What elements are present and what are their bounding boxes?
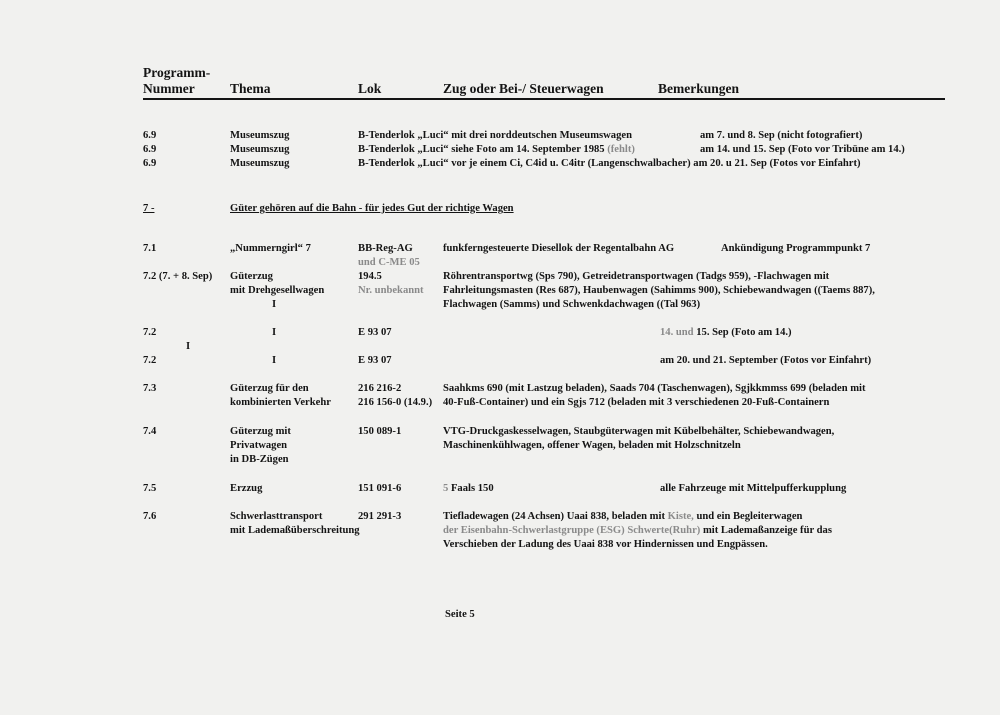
- page-number: Seite 5: [445, 609, 475, 620]
- row-zug: Saahkms 690 (mit Lastzug beladen), Saads 704 (Taschenwagen), Sgjkkmmss 699 (beladen mit: [443, 383, 866, 394]
- row-zug: Röhrentransportwg (Sps 790), Getreidetransportwagen (Tadgs 959), -Flachwagen mit: [443, 271, 830, 282]
- row-note: am 14. und 15. Sep (Foto vor Tribüne am 14.): [700, 144, 905, 155]
- row-note-gray: 14. und: [660, 327, 694, 338]
- row-number: 7.6: [143, 511, 157, 522]
- section-7-number: 7 -: [143, 203, 155, 214]
- row-lok: 194.5: [358, 271, 382, 282]
- row-number: 7.4: [143, 426, 157, 437]
- row-note: am 7. und 8. Sep (nicht fotografiert): [700, 130, 863, 141]
- row-zug: [443, 482, 494, 495]
- row-note: [660, 326, 792, 339]
- row-note: alle Fahrzeuge mit Mittelpufferkupplung: [660, 483, 847, 494]
- row-lok: 291 291-3: [358, 511, 402, 522]
- row-thema: Güterzug für den: [230, 383, 309, 394]
- header-programm: Programm-: [143, 65, 211, 80]
- row-zug-line2: Fahrleitungsmasten (Res 687), Haubenwagen (Sahimms 900), Schiebewandwagen ((Taems 887),: [443, 285, 875, 296]
- row-thema-line3: in DB-Zügen: [230, 454, 289, 465]
- row-thema: Museumszug: [230, 158, 290, 169]
- row-lok-extra: und C-ME 05: [358, 257, 420, 268]
- row-zug-gray: 5: [443, 483, 449, 494]
- row-lok-desc-missing: (fehlt): [607, 144, 635, 155]
- row-thema: Erzzug: [230, 483, 263, 494]
- row-thema: I: [272, 327, 277, 338]
- header-zug: Zug oder Bei-/ Steuerwagen: [443, 81, 604, 96]
- row-number: 7.1: [143, 243, 157, 254]
- row-zug-part-a: Tiefladewagen (24 Achsen) Uaai 838, beladen mit: [443, 511, 665, 522]
- row-number: 7.5: [143, 483, 157, 494]
- row-lok: 150 089-1: [358, 426, 402, 437]
- row-note: am 20. und 21. September (Fotos vor Einfahrt): [660, 355, 872, 366]
- row-lok-line2: 216 156-0 (14.9.): [358, 397, 433, 408]
- row-zug-main: Faals 150: [450, 483, 494, 494]
- row-lok: 216 216-2: [358, 383, 402, 394]
- row-thema: Museumszug: [230, 144, 290, 155]
- row-thema: Museumszug: [230, 130, 290, 141]
- header-nummer: Nummer: [143, 81, 195, 96]
- row-number: 6.9: [143, 158, 157, 169]
- row-thema-line2: mit Lademaßüberschreitung: [230, 525, 360, 536]
- row-lok-extra: Nr. unbekannt: [358, 285, 424, 296]
- row-thema-line2: mit Drehgesellwagen: [230, 285, 325, 296]
- row-zug-part-b: und ein Begleiterwagen: [696, 511, 803, 522]
- header-thema: Thema: [230, 81, 271, 96]
- row-number: 6.9: [143, 144, 157, 155]
- row-lok-desc-main: B-Tenderlok „Luci“ siehe Foto am 14. September 1985: [358, 144, 605, 155]
- row-lok: BB-Reg-AG: [358, 243, 413, 254]
- header-bemerkungen: Bemerkungen: [658, 81, 739, 96]
- row-lok-desc: B-Tenderlok „Luci“ vor je einem Ci, C4id u. C4itr (Langenschwalbacher) am 20. u 21. Sep (Fotos vor Einfahrt): [358, 158, 861, 169]
- row-thema-line2: Privatwagen: [230, 440, 288, 451]
- row-lok-desc: [358, 143, 635, 156]
- row-zug-line3: Flachwagen (Samms) und Schwenkdachwagen ((Tal 963): [443, 299, 701, 310]
- row-mark: I: [186, 341, 191, 352]
- row-thema: Schwerlasttransport: [230, 511, 323, 522]
- header-lok: Lok: [358, 81, 382, 96]
- row-zug-line2-gray: der Eisenbahn-Schwerlastgruppe (ESG) Schwerte(Ruhr): [443, 525, 701, 536]
- row-zug-line3: Verschieben der Ladung des Uaai 838 vor Hindernissen und Engpässen.: [443, 539, 768, 550]
- row-lok: E 93 07: [358, 355, 392, 366]
- row-note-main: 15. Sep (Foto am 14.): [696, 327, 792, 338]
- row-lok-desc: B-Tenderlok „Luci“ mit drei norddeutschen Museumswagen: [358, 130, 632, 141]
- row-number: 7.2: [143, 327, 157, 338]
- row-thema: „Nummerngirl“ 7: [230, 243, 311, 254]
- row-lok: E 93 07: [358, 327, 392, 338]
- row-number: 6.9: [143, 130, 157, 141]
- row-note: Ankündigung Programmpunkt 7: [721, 243, 871, 254]
- row-thema: I: [272, 355, 277, 366]
- row-zug-gray: Kiste,: [667, 511, 694, 522]
- row-zug: VTG-Druckgaskesselwagen, Staubgüterwagen mit Kübelbehälter, Schiebewandwagen,: [443, 426, 835, 437]
- row-number: 7.2 (7. + 8. Sep): [143, 271, 213, 282]
- section-7-title: Güter gehören auf die Bahn - für jedes Gut der richtige Wagen: [230, 203, 514, 214]
- row-lok: 151 091-6: [358, 483, 402, 494]
- row-zug-line2-main: mit Lademaßanzeige für das: [702, 525, 832, 536]
- row-thema-line2: kombinierten Verkehr: [230, 397, 331, 408]
- header-rule: [143, 98, 945, 100]
- row-thema-line3: I: [272, 299, 277, 310]
- row-zug-line2: [443, 524, 832, 537]
- row-zug-line2: Maschinenkühlwagen, offener Wagen, beladen mit Holzschnitzeln: [443, 440, 741, 451]
- row-thema: Güterzug: [230, 271, 273, 282]
- row-zug-line2: 40-Fuß-Container) und ein Sgjs 712 (beladen mit 3 verschiedenen 20-Fuß-Containern: [443, 397, 830, 408]
- row-thema: Güterzug mit: [230, 426, 291, 437]
- row-number: 7.2: [143, 355, 157, 366]
- row-number: 7.3: [143, 383, 157, 394]
- row-zug: funkferngesteuerte Diesellok der Regentalbahn AG: [443, 243, 675, 254]
- row-zug: [443, 510, 802, 523]
